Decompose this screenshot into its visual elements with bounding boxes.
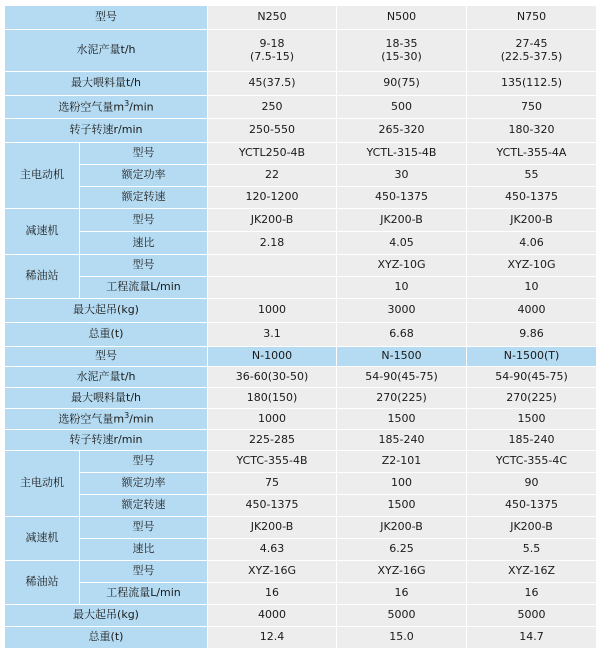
- value: 225-285: [208, 430, 337, 451]
- label: 型号: [5, 347, 208, 367]
- sublabel: 工程流量L/min: [80, 277, 208, 299]
- value: JK200-B: [337, 209, 467, 232]
- value: XYZ-16Z: [467, 561, 597, 583]
- value-line: 9-18: [259, 36, 285, 50]
- value-line: (22.5-37.5): [500, 49, 563, 63]
- header-n500: N500: [337, 6, 467, 30]
- value: 500: [337, 96, 467, 119]
- value: 270(225): [337, 388, 467, 409]
- row-reducer-model-lower: [5, 517, 597, 539]
- label: 最大起吊(kg): [5, 605, 208, 627]
- sublabel: 工程流量L/min: [80, 583, 208, 605]
- value: N-1500: [337, 347, 467, 367]
- sublabel: 速比: [80, 539, 208, 561]
- row-max-feed: [5, 72, 597, 96]
- value: 1500: [337, 409, 467, 430]
- row-oil-station-flow: [5, 277, 597, 299]
- spec-table: [4, 5, 597, 649]
- row-main-motor-model-lower: [5, 451, 597, 473]
- value: 55: [467, 165, 597, 187]
- sublabel: 型号: [80, 255, 208, 277]
- label: [5, 409, 208, 430]
- value: 3000: [337, 299, 467, 323]
- value: 14.7: [467, 627, 597, 649]
- value: 2.18: [208, 232, 337, 255]
- label-text: 选粉空气量m: [58, 101, 125, 114]
- value: 135(112.5): [467, 72, 597, 96]
- value: 1500: [337, 495, 467, 517]
- label-superscript: 3: [124, 411, 130, 421]
- value: 1000: [208, 409, 337, 430]
- value: 16: [467, 583, 597, 605]
- row-main-motor-power-lower: [5, 473, 597, 495]
- value: YCTC-355-4B: [208, 451, 337, 473]
- row-oil-station-model: [5, 255, 597, 277]
- sublabel: 额定转速: [80, 187, 208, 209]
- value: 6.25: [337, 539, 467, 561]
- value: 16: [337, 583, 467, 605]
- group-oil-station: 稀油站: [5, 561, 80, 605]
- group-main-motor: 主电动机: [5, 451, 80, 517]
- row-main-motor-speed: [5, 187, 597, 209]
- value: 450-1375: [467, 187, 597, 209]
- value: 750: [467, 96, 597, 119]
- value: [208, 277, 337, 299]
- row-max-lift-lower: [5, 605, 597, 627]
- value: 4.05: [337, 232, 467, 255]
- label-text: 选粉空气量m: [58, 413, 125, 426]
- label: 最大喂料量t/h: [5, 388, 208, 409]
- value: 180(150): [208, 388, 337, 409]
- value: 45(37.5): [208, 72, 337, 96]
- sublabel: 额定功率: [80, 165, 208, 187]
- value-line: (7.5-15): [249, 49, 295, 63]
- label: 转子转速r/min: [5, 430, 208, 451]
- row-main-motor-speed-lower: [5, 495, 597, 517]
- sublabel: 额定功率: [80, 473, 208, 495]
- value: YCTL250-4B: [208, 143, 337, 165]
- value: 100: [337, 473, 467, 495]
- value: 90: [467, 473, 597, 495]
- label: 总重(t): [5, 323, 208, 347]
- value: 10: [467, 277, 597, 299]
- row-cement-output-lower: [5, 367, 597, 388]
- row-max-feed-lower: [5, 388, 597, 409]
- value-cell: [467, 30, 597, 72]
- value: 450-1375: [467, 495, 597, 517]
- value: JK200-B: [467, 209, 597, 232]
- sublabel: 型号: [80, 143, 208, 165]
- label: [5, 96, 208, 119]
- value: [208, 255, 337, 277]
- row-air-volume-lower: [5, 409, 597, 430]
- value: 1000: [208, 299, 337, 323]
- value: 180-320: [467, 119, 597, 143]
- value: YCTL-355-4A: [467, 143, 597, 165]
- row-air-volume: [5, 96, 597, 119]
- row-oil-station-flow-lower: [5, 583, 597, 605]
- value: 4.63: [208, 539, 337, 561]
- row-reducer-model: [5, 209, 597, 232]
- label: 水泥产量t/h: [5, 367, 208, 388]
- header-row: [5, 6, 597, 30]
- header-n750: N750: [467, 6, 597, 30]
- value: 250: [208, 96, 337, 119]
- label-text: /min: [129, 413, 154, 426]
- sublabel: 额定转速: [80, 495, 208, 517]
- value: 75: [208, 473, 337, 495]
- value: XYZ-16G: [337, 561, 467, 583]
- value: N-1000: [208, 347, 337, 367]
- value: 54-90(45-75): [467, 367, 597, 388]
- value: YCTC-355-4C: [467, 451, 597, 473]
- group-main-motor: 主电动机: [5, 143, 80, 209]
- value: 120-1200: [208, 187, 337, 209]
- row-cement-output: [5, 30, 597, 72]
- value-line: (15-30): [381, 49, 422, 63]
- value: JK200-B: [208, 209, 337, 232]
- value: 3.1: [208, 323, 337, 347]
- value-cell: [337, 30, 467, 72]
- value: 1500: [467, 409, 597, 430]
- value: 6.68: [337, 323, 467, 347]
- row-rotor-speed-lower: [5, 430, 597, 451]
- value: 9.86: [467, 323, 597, 347]
- value: 12.4: [208, 627, 337, 649]
- value: 30: [337, 165, 467, 187]
- value: 54-90(45-75): [337, 367, 467, 388]
- row-rotor-speed: [5, 119, 597, 143]
- label: 水泥产量t/h: [5, 30, 208, 72]
- value: 4000: [208, 605, 337, 627]
- row-model-lower: [5, 347, 597, 367]
- value: 450-1375: [208, 495, 337, 517]
- label: 总重(t): [5, 627, 208, 649]
- label: 最大喂料量t/h: [5, 72, 208, 96]
- row-total-weight: [5, 323, 597, 347]
- group-reducer: 减速机: [5, 517, 80, 561]
- value: 4.06: [467, 232, 597, 255]
- sublabel: 型号: [80, 209, 208, 232]
- value: 265-320: [337, 119, 467, 143]
- value: 36-60(30-50): [208, 367, 337, 388]
- header-n250: N250: [208, 6, 337, 30]
- value: XYZ-10G: [337, 255, 467, 277]
- value: 270(225): [467, 388, 597, 409]
- sublabel: 型号: [80, 517, 208, 539]
- value: 16: [208, 583, 337, 605]
- value: 22: [208, 165, 337, 187]
- group-oil-station: 稀油站: [5, 255, 80, 299]
- group-reducer: 减速机: [5, 209, 80, 255]
- value: YCTL-315-4B: [337, 143, 467, 165]
- value: Z2-101: [337, 451, 467, 473]
- header-model: 型号: [5, 6, 208, 30]
- value: 15.0: [337, 627, 467, 649]
- value: 10: [337, 277, 467, 299]
- value: 5000: [337, 605, 467, 627]
- value: JK200-B: [467, 517, 597, 539]
- row-max-lift: [5, 299, 597, 323]
- value: XYZ-10G: [467, 255, 597, 277]
- row-main-motor-model: [5, 143, 597, 165]
- row-main-motor-power: [5, 165, 597, 187]
- value: 185-240: [337, 430, 467, 451]
- label: 最大起吊(kg): [5, 299, 208, 323]
- value: 4000: [467, 299, 597, 323]
- value: JK200-B: [208, 517, 337, 539]
- value: 90(75): [337, 72, 467, 96]
- row-oil-station-model-lower: [5, 561, 597, 583]
- value-cell: [208, 30, 337, 72]
- value: N-1500(T): [467, 347, 597, 367]
- sublabel: 型号: [80, 451, 208, 473]
- row-reducer-ratio-lower: [5, 539, 597, 561]
- row-total-weight-lower: [5, 627, 597, 649]
- value-line: 27-45: [515, 36, 548, 50]
- value: 450-1375: [337, 187, 467, 209]
- value: JK200-B: [337, 517, 467, 539]
- value: XYZ-16G: [208, 561, 337, 583]
- value: 5.5: [467, 539, 597, 561]
- value: 5000: [467, 605, 597, 627]
- label-text: /min: [129, 101, 154, 114]
- value-line: 18-35: [385, 36, 418, 50]
- value: 185-240: [467, 430, 597, 451]
- sublabel: 型号: [80, 561, 208, 583]
- row-reducer-ratio: [5, 232, 597, 255]
- sublabel: 速比: [80, 232, 208, 255]
- label-superscript: 3: [124, 99, 130, 109]
- value: 250-550: [208, 119, 337, 143]
- label: 转子转速r/min: [5, 119, 208, 143]
